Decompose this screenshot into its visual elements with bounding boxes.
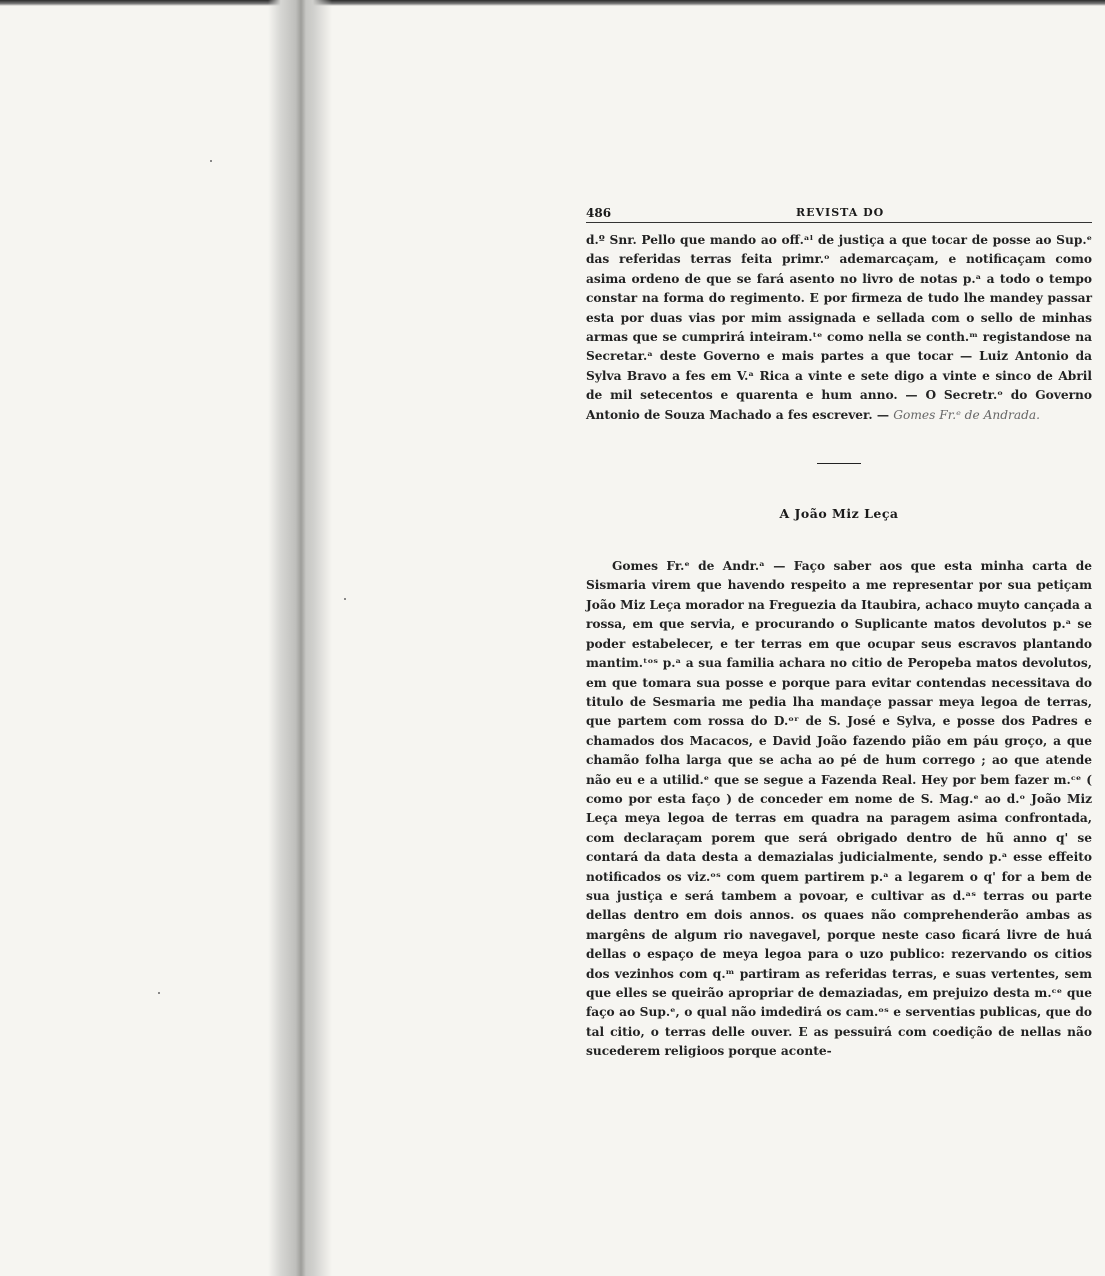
paper-speck bbox=[344, 598, 346, 600]
paragraph-body: Gomes Fr.ᵉ de Andr.ᵃ — Faço saber aos que esta minha carta de Sismaria virem que havendo respeito a me representar por sua petiçam João Miz Leça morador na Freguezia da Itaubira, achaco muyto cançada a rossa, em que servia, e procurando o Suplicante matos devolutos p.ᵃ se poder estabelecer, e ter terras em que ocupar seus escravos plantando mantim.ᵗᵒˢ p.ᵃ a sua familia achara no citio de Peropeba matos devolutos, em que tomara sua posse e porque para evitar contendas necessitava do titulo de Sesmaria me pedia lha mandaçe passar meya legoa de terras, que partem com rossa do D.ᵒʳ de S. José e Sylva, e posse dos Padres e chamados dos Macacos, e David João fazendo pião em páu groço, a que chamão folha larga que se acha ao pé de hum corrego ; ao que atende não eu e a utilid.ᵉ que se segue a Fazenda Real. Hey por bem fazer m.ᶜᵉ ( como por esta faço ) de conceder em nome de S. Mag.ᵉ ao d.ᵒ João Miz Leça meya legoa de terras em quadra na paragem asima confrontada, com declaraçam porem que será obrigado dentro de hũ anno q' se contará da data desta a demazialas judicialmente, sendo p.ᵃ esse effeito notificados os viz.ᵒˢ com quem partirem p.ᵃ a legarem o q' for a bem de sua justiça e será tambem a povoar, e cultivar as d.ᵃˢ terras ou parte dellas dentro em dois annos. os quaes não comprehenderão ambas as margêns de algum rio navegavel, porque neste caso ficará livre de huá dellas o espaço de meya legoa para o uzo publico: rezervando os citios dos vezinhos com q.ᵐ partiram as referidas terras, e suas vertentes, sem que elles se queirão apropriar de demaziadas, em prejuizo desta m.ᶜᵉ que faço ao Sup.ᵉ, o qual não imdedirá os cam.ᵒˢ e serventias publicas, que do tal citio, o terras delle ouver. E as pessuirá com coedição de nellas não sucederem religioos porque aconte- bbox=[586, 559, 1092, 1059]
section-divider bbox=[817, 463, 861, 464]
paragraph-continuation bbox=[586, 231, 1092, 425]
paper-speck bbox=[210, 160, 212, 162]
book-page bbox=[586, 200, 1092, 1062]
book-gutter-crease bbox=[296, 0, 306, 1276]
signature: Gomes Fr.ᵉ de Andrada. bbox=[893, 407, 1041, 422]
section-title: A João Miz Leça bbox=[779, 506, 899, 522]
page-number: 486 bbox=[586, 206, 612, 220]
paragraph-continuation-text: d.º Snr. Pello que mando ao off.ᵃˡ de justiça a que tocar de posse ao Sup.ᵉ das referidas terras feita primr.ᵒ ademarcaçam, e notificaçam como asima ordeno de que se fará asento no livro de notas p.ᵃ a todo o tempo constar na forma do regimento. E por firmeza de tudo lhe mandey passar esta por duas vias por mim assignada e sellada com o sello de minhas armas que se cumprirá inteiram.ᵗᵉ como nella se conth.ᵐ registandose na Secretar.ᵃ deste Governo e mais partes a que tocar — Luiz Antonio da Sylva Bravo a fes em V.ᵃ Rica a vinte e sete digo a vinte e sinco de Abril de mil setecentos e quarenta e hum anno. — O Secretr.ᵒ do Governo Antonio de Souza Machado a fes escrever. — bbox=[586, 233, 1092, 422]
header-rule bbox=[586, 222, 1092, 223]
paper-speck bbox=[158, 992, 160, 994]
running-title: REVISTA DO bbox=[796, 206, 885, 219]
page-header bbox=[586, 200, 1092, 222]
scan-top-edge bbox=[0, 0, 1105, 6]
